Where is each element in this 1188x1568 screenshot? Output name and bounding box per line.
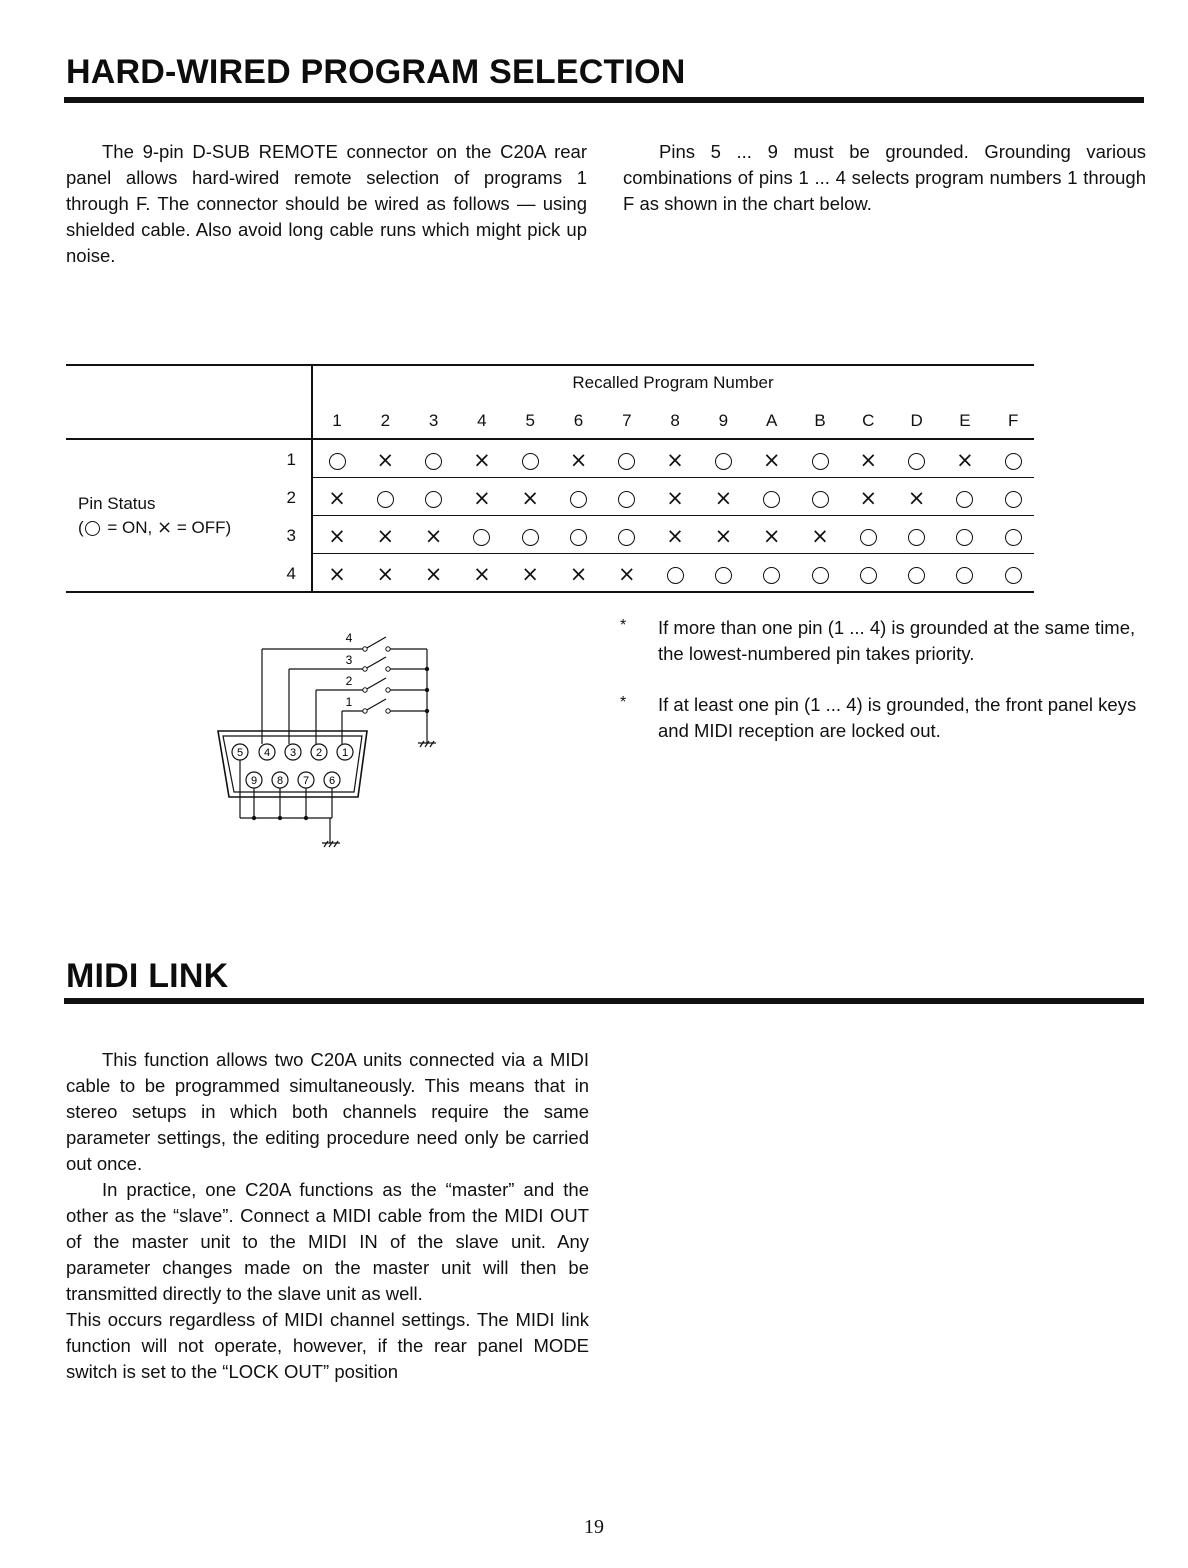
- on-mark-pin4-colF: [993, 561, 1033, 587]
- connector-top-row-pins: [232, 744, 353, 760]
- off-mark-pin4-col3: ×: [424, 562, 443, 586]
- table-header: Recalled Program Number: [572, 373, 774, 392]
- on-mark-pin3-colD: [897, 523, 937, 549]
- on-mark-pin4-colD: [897, 561, 937, 587]
- off-mark-pin1-colC: ×: [859, 448, 878, 472]
- off-mark-pin4-col4: ×: [473, 562, 491, 586]
- column-header-D: D: [910, 411, 923, 430]
- note-text: If more than one pin (1 ... 4) is grounded at the same time, the lowest-numbered pin takes priority.: [658, 617, 1136, 664]
- off-mark-pin3-col8: ×: [666, 524, 684, 548]
- on-symbol-icon: [85, 521, 100, 536]
- off-mark-pin3-col1: ×: [328, 524, 346, 548]
- pin-label-9: 9: [250, 775, 258, 787]
- off-mark-pin1-colE: ×: [956, 448, 974, 472]
- on-mark-pin1-col7: [607, 447, 647, 473]
- on-mark-pin2-col6: [559, 485, 599, 511]
- pin-status-label: Pin Status: [78, 494, 156, 513]
- section-title-hardwired: HARD-WIRED PROGRAM SELECTION: [66, 53, 686, 91]
- dsub-connector-diagram: [210, 625, 460, 860]
- off-mark-pin1-col4: ×: [473, 448, 491, 472]
- off-mark-pin2-colC: ×: [859, 486, 878, 510]
- table-vertical-rule: [311, 364, 313, 592]
- note-priority: [620, 615, 1150, 667]
- off-mark-pin1-col6: ×: [569, 448, 588, 472]
- column-header-2: 2: [380, 411, 391, 430]
- off-mark-pin2-col9: ×: [714, 486, 733, 510]
- on-mark-pin2-col7: [607, 485, 647, 511]
- off-mark-pin4-col7: ×: [617, 562, 636, 586]
- on-mark-pin3-colE: [945, 523, 985, 549]
- off-symbol-icon: ×: [157, 517, 173, 538]
- midi-paragraph-3: This occurs regardless of MIDI channel settings. The MIDI link function will not operate, however, if the rear panel MODE switch is set to the “LOCK OUT” position: [66, 1309, 589, 1382]
- off-mark-pin4-col6: ×: [569, 562, 588, 586]
- off-mark-pin4-col1: ×: [328, 562, 346, 586]
- on-mark-pin2-colE: [945, 485, 985, 511]
- pin-label-2: 2: [315, 747, 323, 759]
- on-mark-pin1-col1: [317, 447, 357, 473]
- pin-row-label-1: 1: [286, 450, 296, 469]
- off-mark-pin1-colA: ×: [762, 448, 781, 472]
- column-header-C: C: [862, 411, 875, 430]
- pin-row-label-4: 4: [286, 564, 296, 583]
- table-bottom-rule: [66, 591, 1034, 593]
- note-star: *: [620, 617, 627, 634]
- on-mark-pin3-col7: [607, 523, 647, 549]
- on-mark-pin3-colF: [993, 523, 1033, 549]
- midi-link-body: [66, 1047, 589, 1385]
- on-mark-pin4-colE: [945, 561, 985, 587]
- on-mark-pin2-colB: [800, 485, 840, 511]
- midi-paragraph-1: This function allows two C20A units connected via a MIDI cable to be programmed simultaneously. This means that in stereo setups in which both channels require the same parameter settings, the editing procedure need only be carried out once.: [66, 1049, 589, 1174]
- on-mark-pin4-col8: [655, 561, 695, 587]
- column-header-9: 9: [718, 411, 729, 430]
- intro-paragraph-left: [66, 139, 587, 269]
- off-mark-pin2-col8: ×: [666, 486, 684, 510]
- pin-label-5: 5: [236, 747, 244, 759]
- note-text: If at least one pin (1 ... 4) is grounded, the front panel keys and MIDI reception are locked out.: [658, 694, 1137, 741]
- on-mark-pin1-col3: [414, 447, 454, 473]
- on-mark-pin1-col9: [703, 447, 743, 473]
- column-header-F: F: [1007, 411, 1019, 430]
- on-mark-pin1-colB: [800, 447, 840, 473]
- legend-on: = ON,: [107, 518, 153, 537]
- on-mark-pin2-col2: [365, 485, 405, 511]
- table-row-rule-1: [312, 477, 1034, 478]
- switch-label-3: 3: [345, 653, 353, 667]
- off-mark-pin1-col8: ×: [666, 448, 684, 472]
- page-number: 19: [584, 1516, 604, 1538]
- column-header-4: 4: [477, 411, 487, 430]
- switch-label-4: 4: [345, 631, 353, 645]
- off-mark-pin2-col4: ×: [473, 486, 491, 510]
- column-header-5: 5: [525, 411, 535, 430]
- intro-paragraph-right: [623, 139, 1146, 217]
- off-mark-pin1-col2: ×: [376, 448, 395, 472]
- title-rule: [64, 97, 1144, 103]
- switch-contacts: [363, 647, 390, 713]
- pin-label-6: 6: [328, 775, 336, 787]
- legend-off: = OFF): [176, 518, 232, 537]
- intro-text-right: Pins 5 ... 9 must be grounded. Grounding various combinations of pins 1 ... 4 selects program numbers 1 through F as shown in the chart below.: [623, 141, 1146, 214]
- on-mark-pin3-col5: [510, 523, 550, 549]
- legend-open: (: [78, 518, 84, 537]
- table-row-rule-2: [312, 515, 1034, 516]
- section-title-midi-link: MIDI LINK: [66, 957, 229, 995]
- off-mark-pin4-col5: ×: [521, 562, 539, 586]
- pin-label-3: 3: [289, 747, 297, 759]
- column-header-A: A: [766, 411, 778, 430]
- on-mark-pin1-col5: [510, 447, 550, 473]
- column-header-7: 7: [622, 411, 632, 430]
- pin-row-label-2: 2: [286, 488, 296, 507]
- off-mark-pin4-col2: ×: [376, 562, 395, 586]
- table-top-rule-left: [66, 364, 312, 366]
- note-lockout: [620, 692, 1150, 744]
- off-mark-pin3-col9: ×: [714, 524, 733, 548]
- midi-paragraph-2: In practice, one C20A functions as the “master” and the other as the “slave”. Connect a MIDI cable from the MIDI OUT of the master unit to the MIDI IN of the slave unit. Any parameter changes made on the master unit will then be transmitted directly to the slave unit as well.: [66, 1179, 589, 1304]
- on-mark-pin2-colA: [752, 485, 792, 511]
- column-header-B: B: [814, 411, 826, 430]
- switch-wiring: [240, 637, 436, 847]
- off-mark-pin3-colA: ×: [762, 524, 781, 548]
- off-mark-pin3-col2: ×: [376, 524, 395, 548]
- off-mark-pin2-col5: ×: [521, 486, 539, 510]
- off-mark-pin2-colD: ×: [907, 486, 926, 510]
- pin-label-4: 4: [263, 747, 271, 759]
- connector-bottom-row-pins: [246, 772, 340, 788]
- intro-text-left: The 9-pin D-SUB REMOTE connector on the C20A rear panel allows hard-wired remote selection of programs 1 through F. The connector should be wired as follows — using shielded cable. Also avoid long cable runs which might pick up noise.: [66, 141, 587, 266]
- pin-label-8: 8: [276, 775, 284, 787]
- note-star: *: [620, 694, 627, 711]
- column-header-3: 3: [428, 411, 439, 430]
- on-mark-pin2-col3: [414, 485, 454, 511]
- column-header-E: E: [959, 411, 971, 430]
- off-mark-pin2-col1: ×: [328, 486, 346, 510]
- pin-row-label-3: 3: [286, 526, 296, 545]
- column-header-8: 8: [670, 411, 680, 430]
- pin-label-7: 7: [302, 775, 310, 787]
- on-mark-pin3-colC: [848, 523, 888, 549]
- on-mark-pin4-colC: [848, 561, 888, 587]
- on-mark-pin3-col4: [462, 523, 502, 549]
- on-mark-pin1-colD: [897, 447, 937, 473]
- midi-title-rule: [64, 998, 1144, 1004]
- column-header-6: 6: [573, 411, 584, 430]
- on-mark-pin3-col6: [559, 523, 599, 549]
- column-header-1: 1: [332, 411, 342, 430]
- pin-status-legend: [78, 516, 231, 540]
- switch-label-1: 1: [345, 695, 353, 709]
- on-mark-pin4-colA: [752, 561, 792, 587]
- off-mark-pin3-colB: ×: [811, 524, 829, 548]
- on-mark-pin4-colB: [800, 561, 840, 587]
- on-mark-pin4-col9: [703, 561, 743, 587]
- off-mark-pin3-col3: ×: [424, 524, 443, 548]
- table-row-rule-3: [312, 553, 1034, 554]
- table-top-rule: [312, 364, 1034, 366]
- pin-label-1: 1: [341, 747, 349, 759]
- on-mark-pin1-colF: [993, 447, 1033, 473]
- table-header-rule: [66, 438, 1034, 440]
- on-mark-pin2-colF: [993, 485, 1033, 511]
- switch-label-2: 2: [345, 674, 353, 688]
